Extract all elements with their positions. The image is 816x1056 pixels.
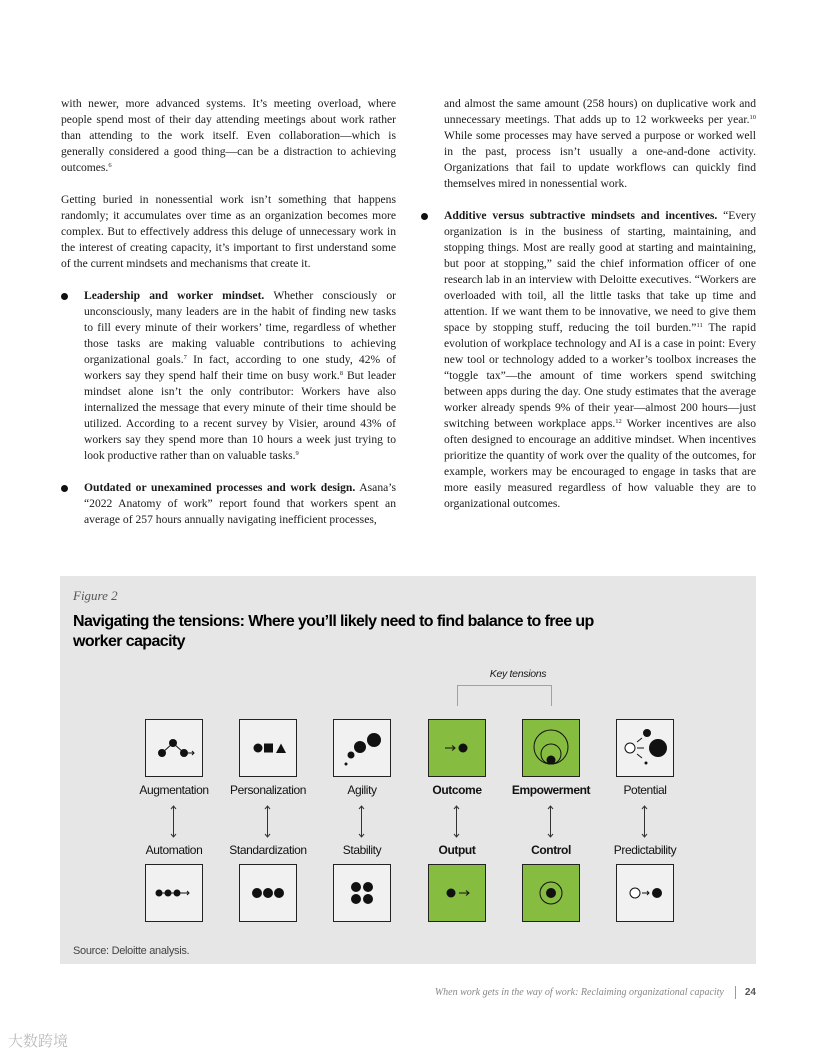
tension-pair-agility (312, 576, 412, 964)
figure-title: Navigating the tensions: Where you’ll likely need to find balance to free up worker capacity (73, 613, 594, 650)
control-icon (522, 864, 580, 922)
paragraph: Getting buried in nonessential work isn’t something that happens randomly; it accumulates over time as an organization becomes more complex. But to effectively address this deluge of unnecessary work in the interest of creating capacity, it’s important to first understand some of the current mindsets and mechanisms that create it. (61, 193, 396, 270)
double-arrow-icon (267, 805, 268, 838)
tension-label-bottom: Automation (145, 843, 203, 857)
personalization-icon (239, 719, 297, 777)
automation-icon (145, 864, 203, 922)
tension-label-top: Potential (623, 783, 667, 797)
agility-icon (333, 719, 391, 777)
predictability-icon (616, 864, 674, 922)
bullet-outdated-processes: Outdated or unexamined processes and work design. Asana’s “2022 Anatomy of work” report found that workers spent an average of 257 hours annually navigating inefficient processes, (61, 480, 396, 528)
potential-icon (616, 719, 674, 777)
double-arrow-icon (173, 805, 174, 838)
bullet-additive-mindsets: Additive versus subtractive mindsets and incentives. “Every organization is in the business of starting, maintaining, and stopping things. Most are really good at starting and maintaining, but poor at stopping,” said the chief information officer of one research lab in an interview with Deloitte executives. “Workers are overloaded with toil, all the little tasks that take up time and attention. If we want them to be innovative, we need to give them space by stopping stuff, reducing the toil burden.”$^{11}$ The rapid evolution of workplace technology and AI is a case in point: Every new tool or technology added to a worker’s toolbox increases the “toggle tax”—the amount of time workers spend switching between apps during the day. One study estimates that the average worker already spends 9% of their year—almost 200 hours—just switching between workplace apps.$^{12}$ Worker incentives are also often designed to encourage an additive mindset. When incentives prioritize the quantity of work over the quality of the outcomes, for example, workers may be encouraged to engage in tasks that are more easily measured regardless of how valuable they are to organizational outcomes. (421, 208, 756, 512)
stability-icon (333, 864, 391, 922)
double-arrow-icon (456, 805, 457, 838)
right-column (444, 96, 756, 528)
left-column (61, 96, 396, 544)
page-footer (435, 986, 756, 999)
tension-label-top: Outcome (432, 783, 482, 797)
figure-2 (60, 576, 756, 964)
tension-label-top: Agility (347, 783, 377, 797)
double-arrow-icon (550, 805, 551, 838)
empowerment-icon (522, 719, 580, 777)
tension-label-bottom: Standardization (229, 843, 307, 857)
key-tensions-label: Key tensions (489, 668, 547, 680)
standardization-icon (239, 864, 297, 922)
tension-pair-personalization (218, 576, 318, 964)
tension-label-top: Empowerment (511, 783, 591, 797)
tension-label-top: Augmentation (139, 783, 209, 797)
tension-label-bottom: Output (438, 843, 476, 857)
divider (735, 986, 736, 999)
bullet-icon (61, 485, 68, 492)
double-arrow-icon (644, 805, 645, 838)
paragraph: with newer, more advanced systems. It’s meeting overload, where people spend most of their day attending meetings about work rather than attending to the work itself. Even collaboration—which is generally considered a good thing—can be a distraction to achieving outcomes.$^6$ (61, 97, 396, 174)
output-icon (428, 864, 486, 922)
bullet-icon (421, 213, 428, 220)
footnote-ref: 6 (108, 162, 112, 169)
tension-label-top: Personalization (229, 783, 307, 797)
page-number: 24 (744, 987, 756, 998)
paragraph: and almost the same amount (258 hours) on duplicative work and unnecessary meetings. That adds up to 12 workweeks per year.$^{10}$ While some processes may have served a purpose or worked well in the past, process isn’t usually a one-and-done activity. Organizations that fail to update workflows can quickly find themselves mired in nonessential work. (444, 97, 756, 190)
footer-title: When work gets in the way of work: Reclaiming organizational capacity (434, 987, 724, 998)
tension-pair-potential (595, 576, 695, 964)
bullet-leadership-mindset: Leadership and worker mindset. Whether consciously or unconsciously, many leaders are in the habit of finding new tasks to fill every minute of their workers’ time, regardless of whether those tasks are making valuable contributions to achieving organizational goals.$^7$ In fact, according to one study, 42% of workers say they spend half their time on busy work.$^8$ But leader mindset alone isn’t the only contributor: Workers have also internalized the message that every minute of their time should be utilized. According to a recent survey by Visier, around 43% of workers say they spend more than 10 hours a week just trying to look productive rather than on valuable tasks.$^9$ (61, 288, 396, 464)
bullet-icon (61, 293, 68, 300)
figure-label: Figure 2 (73, 588, 118, 603)
tension-pair-augmentation (124, 576, 224, 964)
tension-label-bottom: Predictability (613, 843, 677, 857)
tension-label-bottom: Stability (342, 843, 382, 857)
tension-pair-empowerment (501, 576, 601, 964)
watermark: 大数跨境 (8, 1032, 69, 1050)
source-note: Source: Deloitte analysis. (73, 945, 190, 957)
tension-pair-outcome (407, 576, 507, 964)
tension-label-bottom: Control (531, 843, 571, 857)
augmentation-icon (145, 719, 203, 777)
double-arrow-icon (361, 805, 362, 838)
outcome-icon (428, 719, 486, 777)
